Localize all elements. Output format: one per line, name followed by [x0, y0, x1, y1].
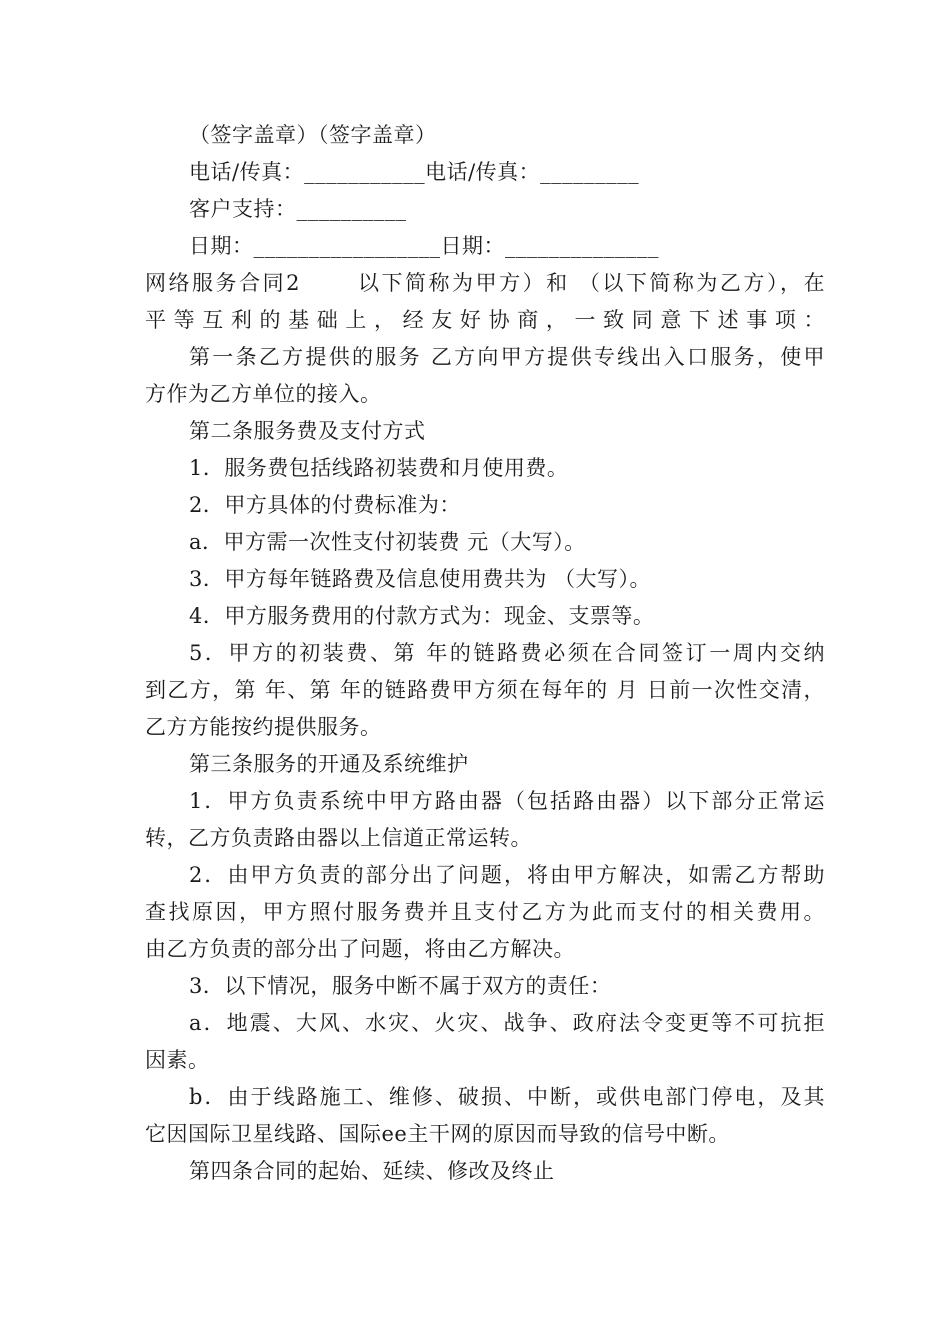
article-1-line: 第一条乙方提供的服务 乙方向甲方提供专线出入口服务，使甲	[189, 345, 825, 369]
clause-line: 3．甲方每年链路费及信息使用费共为 （大写）。	[189, 567, 652, 591]
clause-line: b．由于线路施工、维修、破损、中断，或供电部门停电，及其	[189, 1085, 825, 1109]
clause-line: 3．以下情况，服务中断不属于双方的责任：	[189, 974, 612, 998]
clause-line: 1．甲方负责系统中甲方路由器（包括路由器）以下部分正常运	[189, 789, 825, 813]
clause-line: 1．服务费包括线路初装费和月使用费。	[189, 456, 569, 480]
clause-line: 2．甲方具体的付费标准为：	[189, 493, 461, 517]
article-3-heading: 第三条服务的开通及系统维护	[189, 752, 469, 776]
article-2-heading: 第二条服务费及支付方式	[189, 419, 426, 443]
article-4-heading: 第四条合同的起始、延续、修改及终止	[189, 1159, 555, 1183]
contract-title: 网络服务合同2	[145, 271, 300, 295]
paragraph-line: 由乙方负责的部分出了问题，将由乙方解决。	[145, 937, 575, 961]
paragraph-line: 到乙方，第 年、第 年的链路费甲方须在每年的 月 日前一次性交清，	[145, 678, 825, 702]
clause-line: 5．甲方的初装费、第 年的链路费必须在合同签订一周内交纳	[189, 641, 825, 665]
paragraph-line: 平等互利的基础上，经友好协商，一致同意下述事项：	[145, 308, 825, 332]
date-line: 日期：_________________日期：______________	[189, 234, 659, 258]
contract-title-line	[145, 265, 825, 302]
clause-line: a．地震、大风、水灾、火灾、战争、政府法令变更等不可抗拒	[189, 1011, 825, 1035]
customer-support-line: 客户支持：__________	[189, 197, 407, 221]
clause-line: 2．由甲方负责的部分出了问题，将由甲方解决，如需乙方帮助	[189, 863, 825, 887]
paragraph-line: 因素。	[145, 1048, 210, 1072]
clause-line: a．甲方需一次性支付初装费 元（大写）。	[189, 530, 586, 554]
signature-line: （签字盖章）（签字盖章）	[189, 123, 437, 147]
phone-fax-line: 电话/传真：___________电话/传真：_________	[189, 160, 640, 184]
contract-page	[145, 117, 825, 1190]
paragraph-line: 查找原因，甲方照付服务费并且支付乙方为此而支付的相关费用。	[145, 900, 825, 924]
clause-line: 4．甲方服务费用的付款方式为：现金、支票等。	[189, 604, 655, 628]
paragraph-line: 它因国际卫星线路、国际ee主干网的原因而导致的信号中断。	[145, 1122, 730, 1146]
paragraph-line: 方作为乙方单位的接入。	[145, 382, 382, 406]
paragraph-line: 转，乙方负责路由器以上信道正常运转。	[145, 826, 532, 850]
intro-text: 以下简称为甲方）和 （以下简称为乙方），在	[355, 271, 825, 295]
paragraph-line: 乙方方能按约提供服务。	[145, 715, 382, 739]
